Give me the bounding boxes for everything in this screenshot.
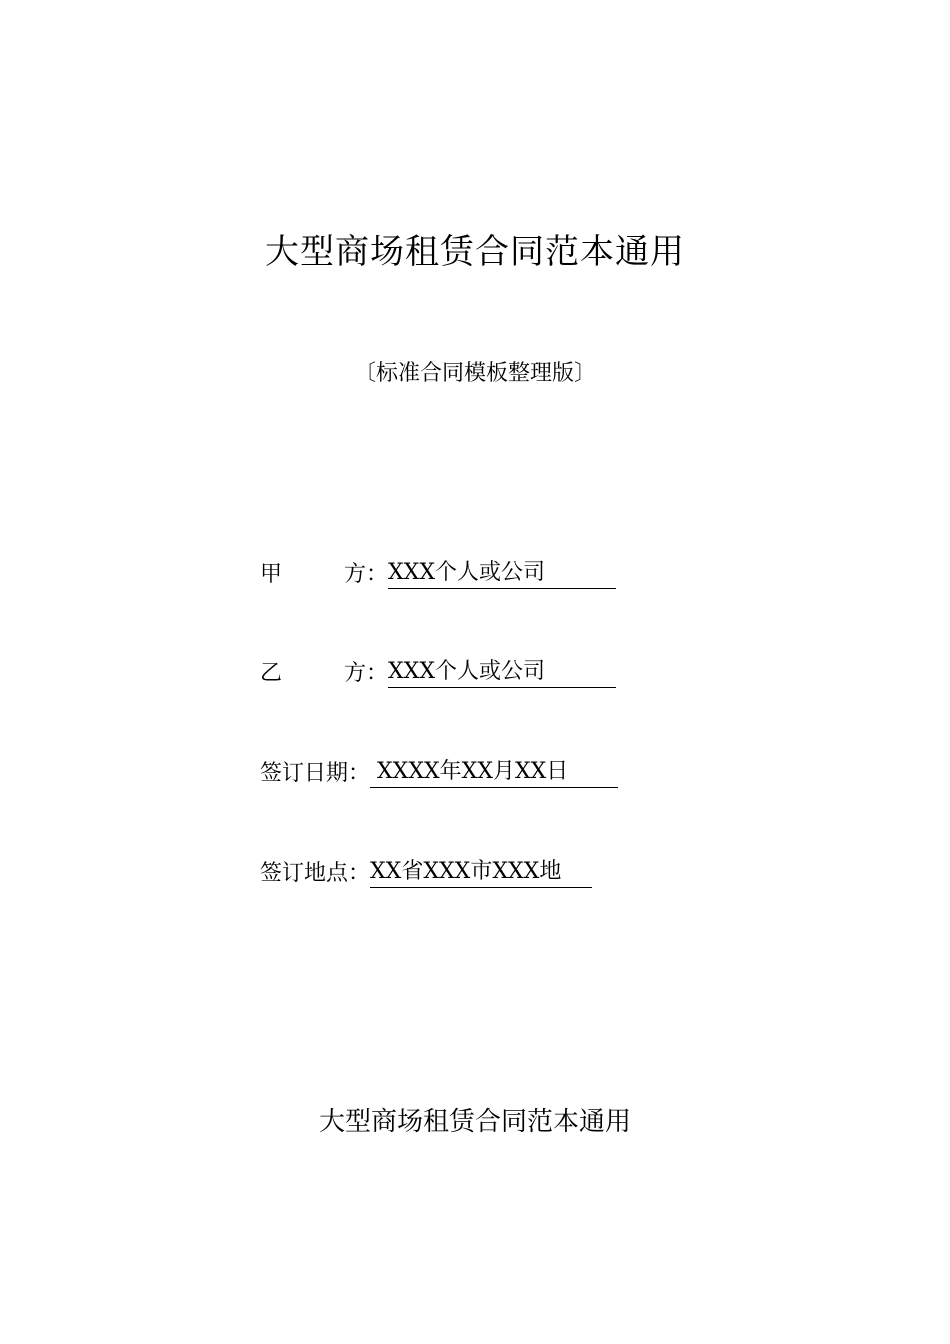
sign-date-label: 签订日期： [260, 761, 371, 786]
party-b-field [260, 657, 616, 691]
sign-place-field [260, 857, 592, 891]
party-a-label-suffix: 方： [343, 562, 388, 587]
party-b-label-char: 乙 [260, 661, 283, 686]
party-b-label-suffix: 方： [343, 661, 388, 686]
party-a-label [260, 558, 388, 592]
party-b-value: XXX个人或公司 [388, 657, 616, 688]
sign-date-field [260, 757, 618, 791]
sign-place-value: XX省XXX市XXX地 [370, 857, 592, 888]
document-title: 大型商场租赁合同范本通用 [265, 232, 685, 272]
party-b-label [260, 657, 388, 691]
party-a-value: XXX个人或公司 [388, 558, 616, 589]
footer-title: 大型商场租赁合同范本通用 [318, 1107, 631, 1137]
sign-date-value: XXXX年XX月XX日 [370, 757, 618, 788]
party-a-label-char: 甲 [260, 562, 283, 587]
sign-place-label: 签订地点： [260, 861, 371, 886]
document-subtitle: 〔标准合同模板整理版〕 [353, 361, 596, 386]
party-a-field [260, 558, 616, 592]
